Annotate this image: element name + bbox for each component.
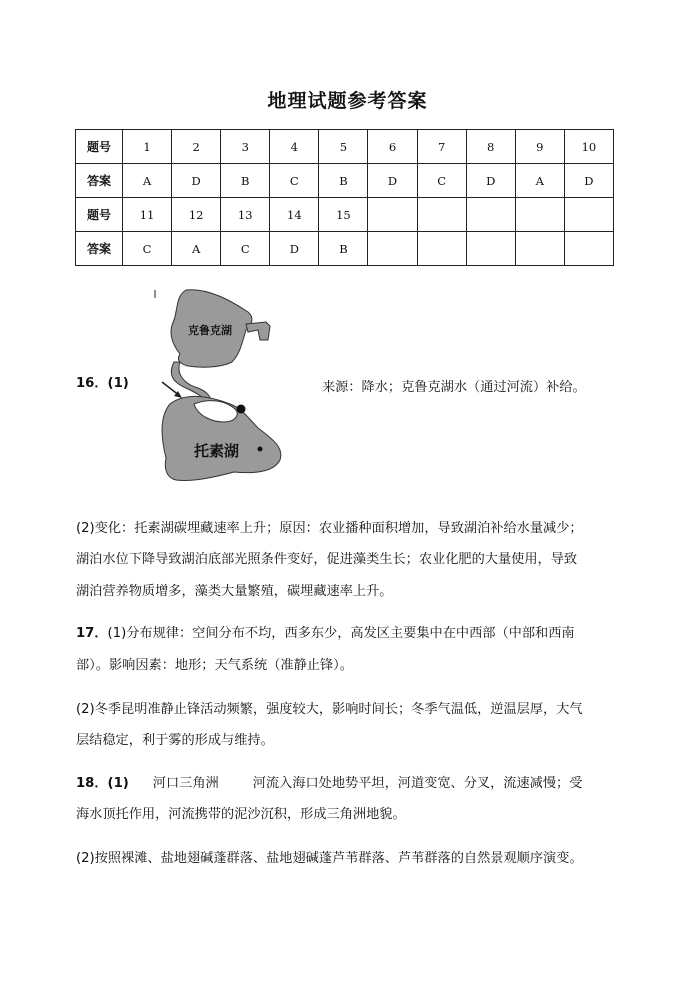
table-cell: A xyxy=(515,164,564,198)
table-row xyxy=(76,130,614,164)
answer-table xyxy=(75,129,614,266)
lake1-label: 克鲁克湖 xyxy=(188,324,232,337)
q16-part1-answer: 来源：降水；克鲁克湖水（通过河流）补给。 xyxy=(322,380,586,395)
table-cell xyxy=(466,198,515,232)
table-cell xyxy=(417,198,466,232)
table-cell: 1 xyxy=(123,130,172,164)
table-cell: 10 xyxy=(564,130,613,164)
lake-map xyxy=(150,288,286,486)
table-cell: D xyxy=(564,164,613,198)
table-cell xyxy=(368,232,417,266)
q16-part2-line: 湖泊营养物质增多，藻类大量繁殖，碳埋藏速率上升。 xyxy=(76,584,393,599)
table-row xyxy=(76,198,614,232)
page-title: 地理试题参考答案 xyxy=(267,90,428,112)
table-cell: C xyxy=(221,232,270,266)
table-cell: 12 xyxy=(172,198,221,232)
table-cell: 8 xyxy=(466,130,515,164)
table-cell: 11 xyxy=(123,198,172,232)
table-cell: 6 xyxy=(368,130,417,164)
table-cell: 13 xyxy=(221,198,270,232)
table-cell: C xyxy=(417,164,466,198)
table-cell: D xyxy=(368,164,417,198)
table-cell: B xyxy=(319,232,368,266)
table-cell xyxy=(564,198,613,232)
table-cell: C xyxy=(123,232,172,266)
q17-part2-line: (2)冬季昆明准静止锋活动频繁，强度较大，影响时间长；冬季气温低，逆温层厚，大气 xyxy=(76,702,583,717)
q16-part2-line: 湖泊水位下降导致湖泊底部光照条件变好，促进藻类生长；农业化肥的大量使用，导致 xyxy=(76,552,578,567)
table-row xyxy=(76,164,614,198)
q16-part2-line: (2)变化：托素湖碳埋藏速率上升；原因：农业播种面积增加，导致湖泊补给水量减少； xyxy=(76,521,583,536)
table-cell: 9 xyxy=(515,130,564,164)
table-cell xyxy=(515,232,564,266)
table-cell: A xyxy=(172,232,221,266)
table-cell: 7 xyxy=(417,130,466,164)
q17-part1-line: 17．(1)分布规律：空间分布不均，西多东少，高发区主要集中在中西部（中部和西南 xyxy=(76,626,575,641)
lake2-label: 托素湖 xyxy=(194,442,240,460)
row-header: 答案 xyxy=(76,232,123,266)
row-header: 答案 xyxy=(76,164,123,198)
table-cell xyxy=(368,198,417,232)
table-cell xyxy=(466,232,515,266)
q18-part1-line: 18．(1) 河口三角洲 河流入海口处地势平坦，河道变宽、分叉，流速减慢；受 xyxy=(76,776,583,791)
table-cell: D xyxy=(172,164,221,198)
table-cell: 2 xyxy=(172,130,221,164)
table-cell: D xyxy=(466,164,515,198)
table-cell: 4 xyxy=(270,130,319,164)
table-cell xyxy=(417,232,466,266)
table-cell: 3 xyxy=(221,130,270,164)
row-header: 题号 xyxy=(76,130,123,164)
table-cell: 14 xyxy=(270,198,319,232)
table-cell: 5 xyxy=(319,130,368,164)
table-cell: 15 xyxy=(319,198,368,232)
table-cell: A xyxy=(123,164,172,198)
q18-part1-line: 海水顶托作用，河流携带的泥沙沉积，形成三角洲地貌。 xyxy=(76,807,406,822)
q16-number: 16．(1) xyxy=(76,376,129,391)
table-cell: B xyxy=(221,164,270,198)
q17-part2-line: 层结稳定，利于雾的形成与维持。 xyxy=(76,733,274,748)
table-row xyxy=(76,232,614,266)
q17-part1-line: 部）。影响因素：地形；天气系统（准静止锋）。 xyxy=(76,658,353,673)
table-cell: C xyxy=(270,164,319,198)
table-cell: D xyxy=(270,232,319,266)
table-cell xyxy=(564,232,613,266)
row-header: 题号 xyxy=(76,198,123,232)
q18-part2-line: (2)按照裸滩、盐地翅碱蓬群落、盐地翅碱蓬芦苇群落、芦苇群落的自然景观顺序演变。 xyxy=(76,851,583,866)
table-cell: B xyxy=(319,164,368,198)
table-cell xyxy=(515,198,564,232)
